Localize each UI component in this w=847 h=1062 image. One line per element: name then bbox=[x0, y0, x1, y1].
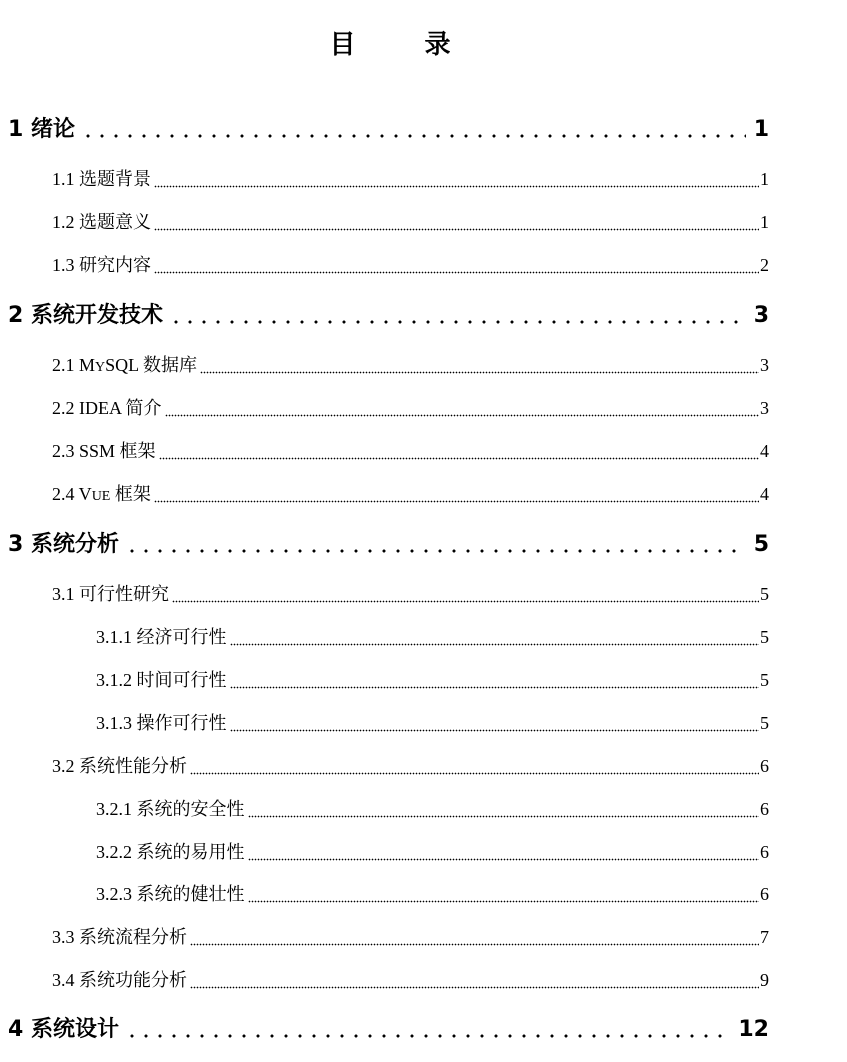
toc-entry-page: 6 bbox=[760, 799, 769, 819]
dot-leader bbox=[154, 271, 759, 274]
toc-entry-label: 3.2 系统性能分析 bbox=[52, 756, 187, 776]
toc-entry-2-4[interactable] bbox=[52, 480, 769, 506]
dot-leader bbox=[154, 228, 759, 231]
toc-entry-page: 7 bbox=[760, 927, 769, 947]
toc-entry-page: 2 bbox=[760, 255, 769, 275]
toc-entry-page: 6 bbox=[760, 842, 769, 862]
toc-entry-page: 1 bbox=[753, 117, 769, 142]
toc-entry-page: 12 bbox=[738, 1017, 769, 1042]
toc-entry-page: 3 bbox=[760, 398, 769, 418]
toc-entry-label: 3.4 系统功能分析 bbox=[52, 970, 187, 990]
toc-entry-label bbox=[52, 351, 197, 377]
toc-entry-label: 4 系统设计 bbox=[8, 1017, 119, 1042]
label-part: 2.4 V bbox=[52, 484, 92, 504]
dot-leader bbox=[230, 686, 760, 689]
dot-leader bbox=[248, 900, 760, 903]
toc-entry-3-4[interactable] bbox=[52, 966, 769, 992]
toc-entry-page: 5 bbox=[760, 670, 769, 690]
toc-entry-label: 2 系统开发技术 bbox=[8, 303, 163, 328]
toc-entry-1-2[interactable] bbox=[52, 208, 769, 234]
dot-leader bbox=[230, 643, 760, 646]
toc-entry-label: 3.3 系统流程分析 bbox=[52, 927, 187, 947]
toc-entry-label: 3.2.3 系统的健壮性 bbox=[96, 884, 245, 904]
label-part: 框架 bbox=[110, 484, 151, 504]
toc-entry-page: 3 bbox=[760, 355, 769, 375]
toc-entry-2[interactable] bbox=[8, 298, 769, 329]
dot-leader bbox=[200, 371, 759, 374]
toc-entry-2-1[interactable] bbox=[52, 351, 769, 377]
toc-entry-page: 1 bbox=[760, 169, 769, 189]
toc-entry-page: 5 bbox=[760, 584, 769, 604]
toc-entry-page: 5 bbox=[753, 532, 769, 557]
toc-entry-3-3[interactable] bbox=[52, 923, 769, 949]
toc-entry-label: 1.2 选题意义 bbox=[52, 212, 151, 232]
toc-entry-label: 3.2.1 系统的安全性 bbox=[96, 799, 245, 819]
toc-entry-1[interactable] bbox=[8, 112, 769, 143]
toc-entry-page: 6 bbox=[760, 884, 769, 904]
toc-entry-label: 3 系统分析 bbox=[8, 532, 119, 557]
dot-leader bbox=[154, 185, 759, 188]
dot-leader bbox=[169, 319, 746, 325]
dot-leader bbox=[190, 943, 759, 946]
toc-entry-label bbox=[52, 480, 151, 506]
dot-leader bbox=[154, 500, 759, 503]
dot-leader bbox=[230, 729, 760, 732]
toc-entry-label: 1 绪论 bbox=[8, 117, 75, 142]
toc-entry-label: 1.1 选题背景 bbox=[52, 169, 151, 189]
toc-entry-3[interactable] bbox=[8, 527, 769, 558]
toc-title: 目 录 bbox=[329, 30, 481, 60]
toc-entry-2-2[interactable] bbox=[52, 394, 769, 420]
toc-entry-page: 1 bbox=[760, 212, 769, 232]
toc-entry-3-1-3[interactable] bbox=[96, 709, 769, 735]
toc-entry-label: 3.1 可行性研究 bbox=[52, 584, 169, 604]
toc-entry-3-2-1[interactable] bbox=[96, 795, 769, 821]
dot-leader bbox=[248, 858, 760, 861]
dot-leader bbox=[125, 1033, 730, 1039]
toc-entry-label: 3.1.1 经济可行性 bbox=[96, 627, 227, 647]
toc-entry-2-3[interactable] bbox=[52, 437, 769, 463]
toc-entry-1-3[interactable] bbox=[52, 251, 769, 277]
toc-entry-3-2[interactable] bbox=[52, 752, 769, 778]
toc-entry-4[interactable] bbox=[8, 1012, 769, 1043]
toc-entry-3-2-2[interactable] bbox=[96, 838, 769, 864]
toc-entry-label: 2.3 SSM 框架 bbox=[52, 441, 156, 461]
dot-leader bbox=[125, 548, 746, 554]
toc-entry-label: 3.2.2 系统的易用性 bbox=[96, 842, 245, 862]
toc-entry-label: 3.1.2 时间可行性 bbox=[96, 670, 227, 690]
toc-entry-label: 3.1.3 操作可行性 bbox=[96, 713, 227, 733]
toc-entry-3-1[interactable] bbox=[52, 580, 769, 606]
toc-entry-page: 5 bbox=[760, 627, 769, 647]
label-part: 2.1 M bbox=[52, 355, 96, 375]
label-small-caps: UE bbox=[91, 489, 111, 504]
label-small-caps: Y bbox=[95, 360, 106, 375]
label-part: SQL 数据库 bbox=[105, 355, 197, 375]
toc-entry-page: 4 bbox=[760, 441, 769, 461]
toc-entry-label: 1.3 研究内容 bbox=[52, 255, 151, 275]
dot-leader bbox=[190, 772, 759, 775]
dot-leader bbox=[172, 600, 759, 603]
toc-entry-3-2-3[interactable] bbox=[96, 880, 769, 906]
toc-entry-page: 4 bbox=[760, 484, 769, 504]
dot-leader bbox=[248, 815, 760, 818]
dot-leader bbox=[81, 133, 746, 139]
dot-leader bbox=[159, 457, 759, 460]
toc-entry-3-1-2[interactable] bbox=[96, 666, 769, 692]
dot-leader bbox=[165, 414, 760, 417]
toc-entry-1-1[interactable] bbox=[52, 165, 769, 191]
toc-entry-page: 5 bbox=[760, 713, 769, 733]
toc-entry-page: 9 bbox=[760, 970, 769, 990]
toc-entry-label: 2.2 IDEA 简介 bbox=[52, 398, 162, 418]
toc-entry-page: 6 bbox=[760, 756, 769, 776]
toc-entry-3-1-1[interactable] bbox=[96, 623, 769, 649]
toc-entry-page: 3 bbox=[753, 303, 769, 328]
dot-leader bbox=[190, 986, 759, 989]
